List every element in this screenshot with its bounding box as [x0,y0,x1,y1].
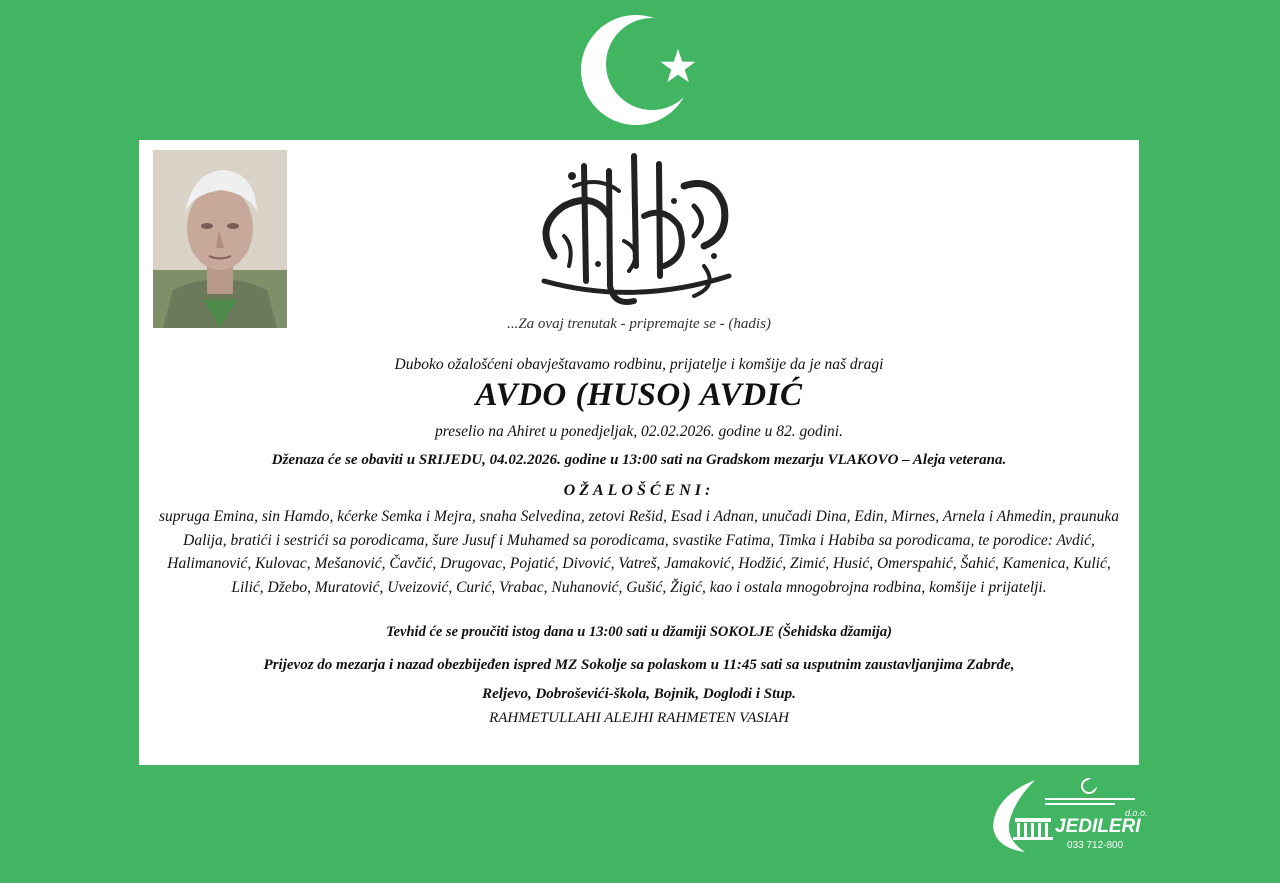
transport-line-2: Reljevo, Dobroševići-škola, Bojnik, Doglodi i Stup. [482,686,796,702]
hadis-quote: ...Za ovaj trenutak - pripremajte se - (hadis) [507,316,771,332]
announcement-intro: Duboko ožalošćeni obavještavamo rodbinu, prijatelje i komšije da je naš dragi [394,356,884,373]
arabic-calligraphy [514,146,754,314]
death-date-line: preselio na Ahiret u ponedjeljak, 02.02.2026. godine u 82. godini. [435,423,843,440]
crescent-star-icon [578,14,708,126]
transport-line-1: Prijevoz do mezarja i nazad obezbijeđen ispred MZ Sokolje sa polaskom u 11:45 sati sa usputnim zaustavljanjima Zabrđe, [263,657,1015,673]
obituary-card [139,140,1139,765]
tevhid-info: Tevhid će se proučiti istog dana u 13:00 sati u džamiji SOKOLJE (Šehidska džamija) [386,624,892,640]
logo-phone: 033 712-800 [1067,840,1124,851]
logo-brand: JEDILERI [1055,816,1141,837]
portrait-photo [153,150,287,328]
deceased-name: AVDO (HUSO) AVDIĆ [475,377,803,413]
transport-info [139,651,1139,709]
company-logo [985,776,1150,856]
closing-prayer: RAHMETULLAHI ALEJHI RAHMETEN VASIAH [489,710,789,726]
mourners-list: supruga Emina, sin Hamdo, kćerke Semka i Mejra, snaha Selvedina, zetovi Rešid, Esad i Adnan, unučadi Dina, Edin, Mirnes, Arnela i Ahmedin, praunuka Dalija, bratići i sestrići sa porodicama, šure Jusuf i Muhamed sa porodicama, svastike Fatima, Timka i Habiba sa porodicama, te porodice: Avdić, Halimanović, Kulovac, Mešanović, Čavčić, Drugovac, Pojatić, Divović, Vatreš, Jamaković, Hodžić, Zimić, Husić, Omerspahić, Šahić, Kamenica, Kulić, Lilić, Džebo, Muratović, Uveizović, Curić, Vrabac, Nuhanović, Gušić, Žigić, kao i ostala mnogobrojna rodbina, komšije i prijatelji. [158,508,1119,596]
funeral-info: Dženaza će se obaviti u SRIJEDU, 04.02.2026. godine u 13:00 sati na Gradskom mezarju VLAKOVO – Aleja veterana. [271,452,1007,468]
logo-suffix: d.o.o. [1125,808,1148,818]
mourners-heading: OŽALOŠĆENI: [563,482,715,499]
